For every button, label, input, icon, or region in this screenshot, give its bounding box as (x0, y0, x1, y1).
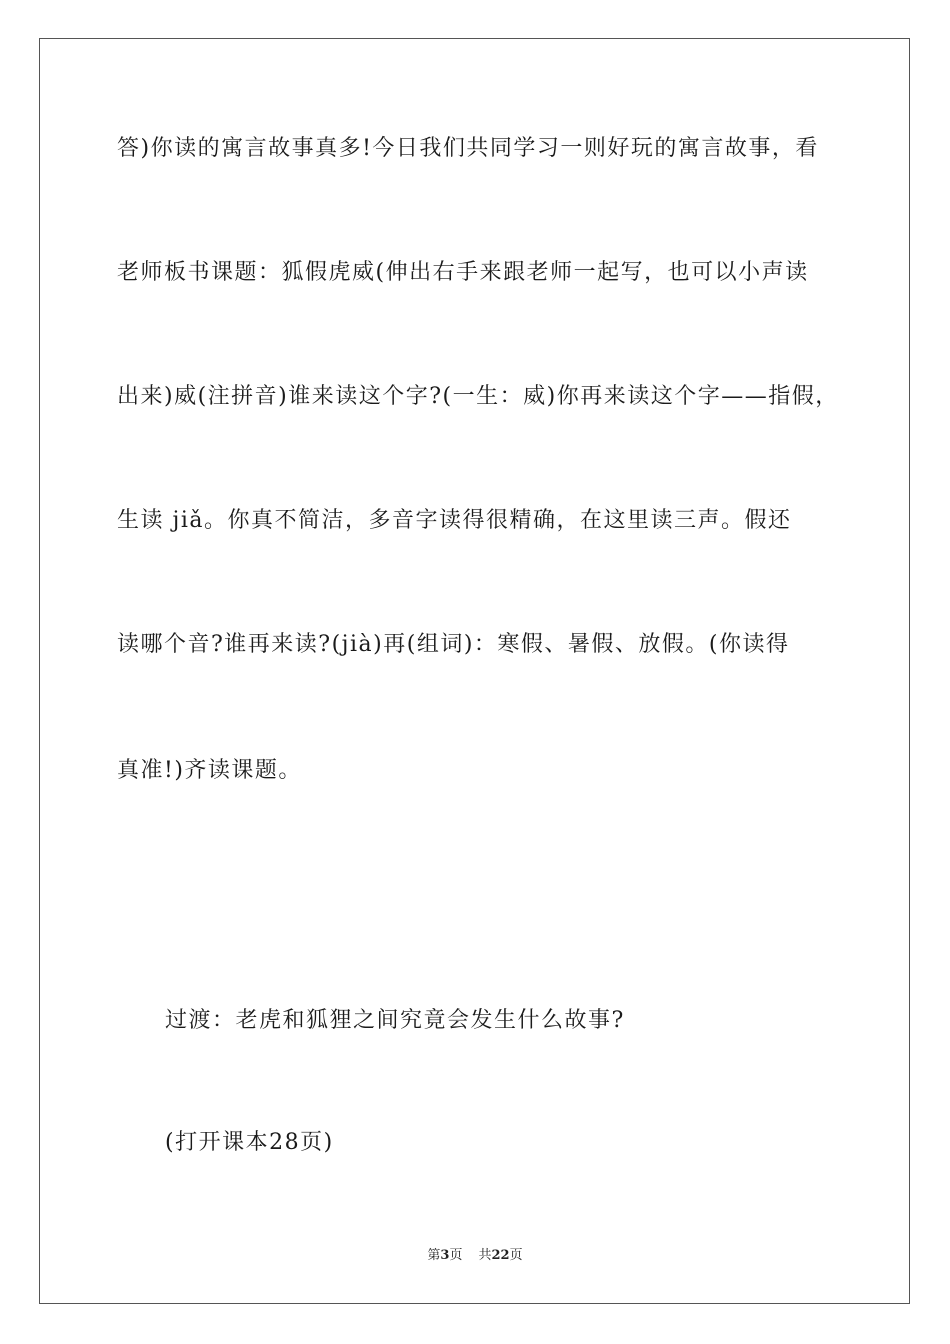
body-text-line: 出来)威(注拼音)谁来读这个字?(一生：威)你再来读这个字——指假， (117, 384, 839, 409)
page-frame (39, 38, 910, 1304)
body-text-line: 真准!)齐读课题。 (117, 758, 302, 783)
body-text-line: 生读 jiǎ。你真不简洁，多音字读得很精确，在这里读三声。假还 (117, 508, 792, 533)
current-page-number: 3 (440, 1248, 450, 1263)
page-prefix: 第 (427, 1248, 441, 1263)
instruction-paragraph: (打开课本28页) (165, 1130, 334, 1155)
body-text-line: 老师板书课题：狐假虎威(伸出右手来跟老师一起写，也可以小声读 (117, 260, 809, 285)
body-text-line: 答)你读的寓言故事真多!今日我们共同学习一则好玩的寓言故事，看 (117, 136, 819, 161)
total-prefix: 共 (478, 1248, 492, 1263)
body-text-line: 读哪个音?谁再来读?(jià)再(组词)：寒假、暑假、放假。(你读得 (117, 632, 790, 657)
total-suffix: 页 (509, 1248, 523, 1263)
page-footer (0, 1247, 950, 1265)
transition-paragraph: 过渡：老虎和狐狸之间究竟会发生什么故事? (165, 1008, 625, 1033)
total-page-count: 22 (491, 1248, 510, 1263)
page-suffix: 页 (449, 1248, 463, 1263)
